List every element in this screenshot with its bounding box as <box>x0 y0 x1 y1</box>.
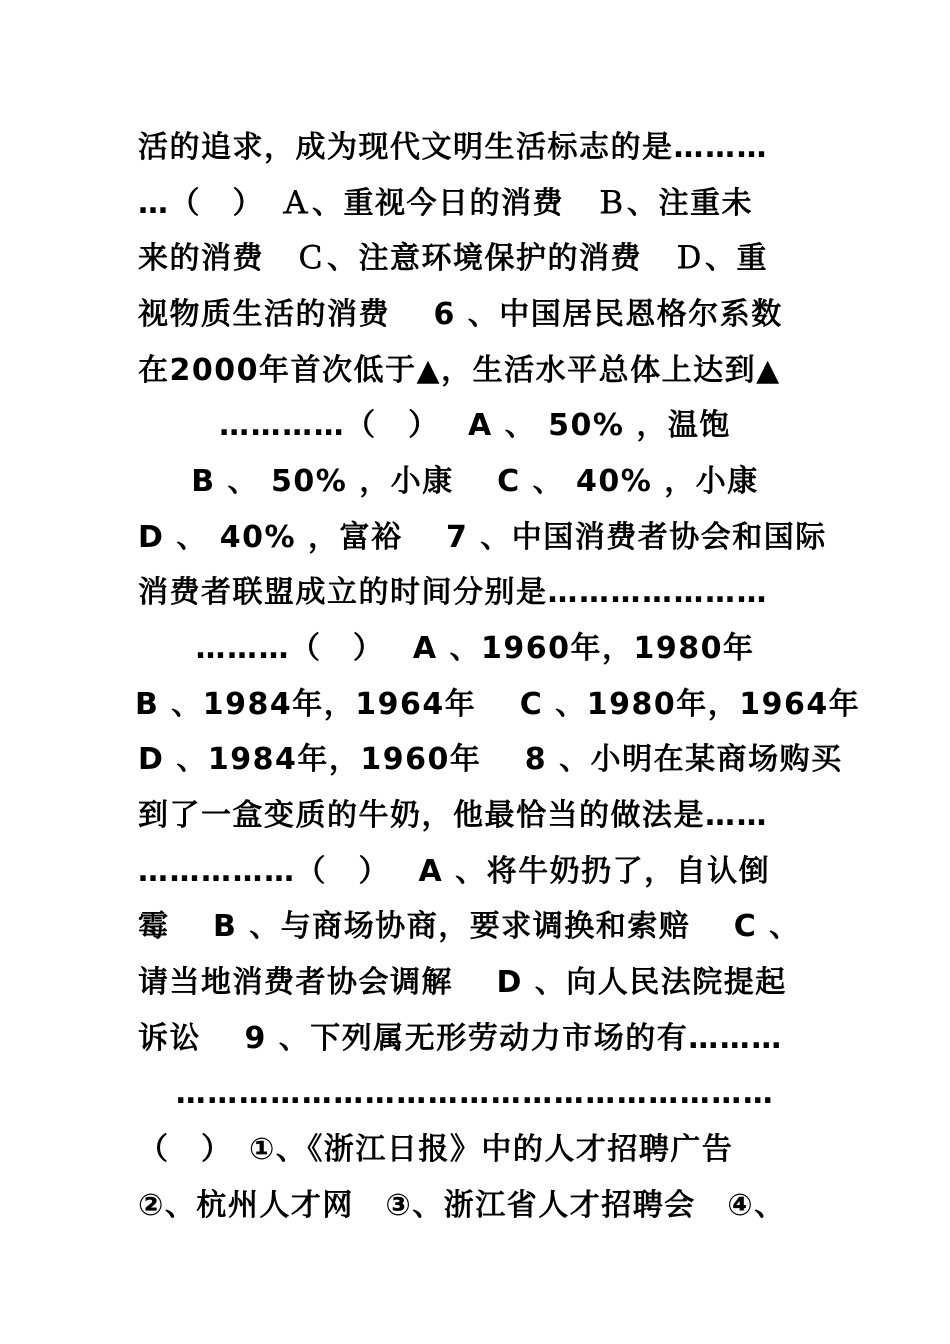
text-line-4: 视物质生活的消费 6 、中国居民恩格尔系数 <box>138 297 783 332</box>
text-line-8: D 、 40% ，富裕 7 、中国消费者协会和国际 <box>138 520 827 555</box>
text-line-14: ……………（ ） A 、将牛奶扔了，自认倒 <box>138 854 771 889</box>
text-line-9: 消费者联盟成立的时间分别是………………… <box>138 575 768 610</box>
text-line-13: 到了一盒变质的牛奶，他最恰当的做法是…… <box>138 798 768 833</box>
text-line-6: …………（ ） A 、 50% ，温饱 <box>219 408 731 443</box>
text-line-7: B 、 50% ，小康 C 、 40% ，小康 <box>191 464 759 499</box>
text-line-3: 来的消费 Ｃ、注意环境保护的消费 Ｄ、重 <box>138 241 768 276</box>
text-line-15: 霉 B 、与商场协商，要求调换和索赔 C 、 <box>138 909 801 944</box>
text-line-18: ………………………………………………… <box>175 1076 775 1111</box>
text-line-16: 请当地消费者协会调解 D 、向人民法院提起 <box>138 965 787 1000</box>
text-line-12: D 、1984年，1960年 8 、小明在某商场购买 <box>138 742 843 777</box>
text-line-10: ………（ ） A 、1960年，1980年 <box>195 631 755 666</box>
text-line-17: 诉讼 9 、下列属无形劳动力市场的有……… <box>138 1021 783 1056</box>
text-line-19: （ ） ①、《浙江日报》中的人才招聘广告 <box>138 1132 734 1167</box>
text-line-20: ②、杭州人才网 ③、浙江省人才招聘会 ④、 <box>138 1188 786 1223</box>
text-line-2: …（ ） Ａ、重视今日的消费 Ｂ、注重未 <box>138 186 753 221</box>
text-line-11: B 、1984年，1964年 C 、1980年，1964年 <box>135 687 861 722</box>
text-line-1: 活的追求，成为现代文明生活标志的是……… <box>138 130 768 165</box>
text-line-5: 在2000年首次低于▲，生活水平总体上达到▲ <box>138 353 781 388</box>
